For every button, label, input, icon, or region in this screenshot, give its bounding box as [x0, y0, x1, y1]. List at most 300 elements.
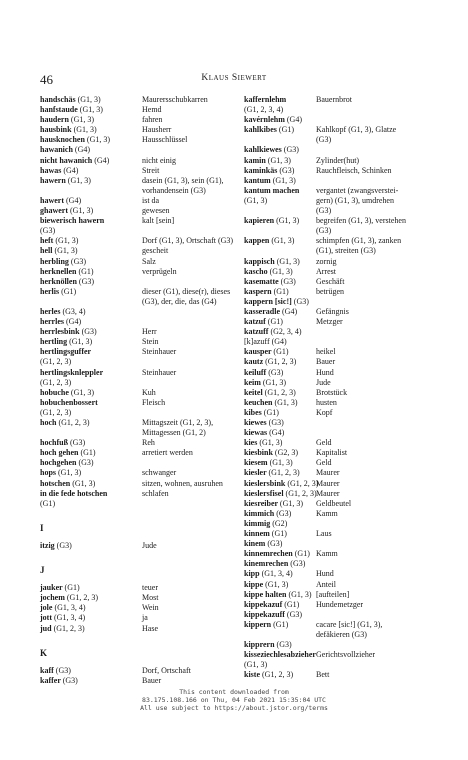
- meaning: Gerichtsvollzieher: [316, 650, 376, 660]
- glossary-entry: [244, 559, 434, 569]
- glossary-entry: [244, 156, 434, 166]
- headword: kiewes (G3): [244, 418, 284, 427]
- glossary-entry: [244, 428, 434, 438]
- running-head: Klaus Siewert: [201, 73, 267, 83]
- headword: herlis (G1): [40, 286, 77, 296]
- headword: katzuf (G1): [244, 317, 283, 327]
- glossary-entry: [244, 226, 434, 236]
- headword: kamin (G1, 3): [244, 155, 291, 165]
- headword: hoch gehen (G1): [40, 448, 96, 458]
- glossary-entry: [244, 166, 434, 176]
- entry-list-h: [40, 95, 240, 509]
- headword: (G1, 2, 3): [40, 377, 72, 387]
- meaning: [142, 378, 240, 388]
- headword: kippe halten (G1, 3): [244, 589, 312, 599]
- glossary-entry: [40, 603, 240, 613]
- headword: kippern (G1): [244, 619, 289, 629]
- headword: jud (G1, 2, 3): [40, 623, 85, 633]
- headword: kantum (G1, 3): [244, 175, 296, 185]
- meaning: Fleisch: [142, 397, 166, 407]
- headword: jole (G1, 3, 4): [40, 603, 86, 613]
- headword: jott (G1, 3, 4): [40, 613, 86, 623]
- meaning: [142, 277, 240, 287]
- meaning: (G1), streiten (G3): [316, 246, 376, 256]
- meaning: Maurer: [316, 488, 340, 498]
- meaning: Kapitalist: [316, 448, 348, 458]
- glossary-entry: [244, 105, 434, 115]
- meaning: Bett: [316, 670, 330, 680]
- meaning: schlafen: [142, 488, 169, 498]
- meaning: [316, 559, 434, 569]
- headword: hertlingsknleppler: [40, 367, 104, 377]
- right-column: [244, 95, 434, 680]
- glossary-entry: [244, 287, 434, 297]
- meaning: [142, 499, 240, 509]
- meaning: nicht einig: [142, 155, 176, 165]
- meaning: Mittagszeit (G1, 2, 3),: [142, 418, 214, 427]
- headword: hochgehen (G3): [40, 458, 94, 468]
- headword: herrlesbink (G3): [40, 327, 97, 337]
- entry-list-k: [40, 666, 240, 686]
- meaning: Jude: [142, 540, 157, 550]
- glossary-entry: [40, 267, 240, 277]
- headword: kinnemrechen (G1): [244, 549, 310, 559]
- headword: [244, 226, 316, 236]
- headword: kaminkäs (G3): [244, 165, 295, 175]
- headword: [40, 428, 142, 438]
- headword: (G1): [40, 498, 56, 508]
- headword: kinemrechen (G3): [244, 559, 306, 569]
- headword: hertling (G1, 3): [40, 337, 93, 347]
- headword: keim (G1, 3): [244, 377, 286, 387]
- headword: hausbink (G1, 3): [40, 125, 97, 135]
- glossary-entry: [40, 166, 240, 176]
- meaning: [316, 640, 434, 650]
- footer-line: 83.175.108.166 on Thu, 04 Feb 2021 15:35:04 UTC: [142, 696, 326, 704]
- headword: jochem (G1, 2, 3): [40, 593, 98, 603]
- glossary-entry: [244, 458, 434, 468]
- meaning: gescheit: [142, 246, 169, 256]
- glossary-entry: [244, 499, 434, 509]
- glossary-entry: [244, 660, 434, 670]
- meaning: [142, 145, 240, 155]
- headword: kieslersfisel (G1, 2, 3): [244, 488, 317, 498]
- headword: [40, 297, 142, 307]
- headword: kappen (G1, 3): [244, 236, 295, 246]
- headword: keitel (G1, 2, 3): [244, 387, 296, 397]
- meaning: [316, 105, 434, 115]
- glossary-entry: [40, 327, 240, 337]
- meaning: cacare [sic!] (G1, 3),: [316, 619, 383, 629]
- meaning: [316, 539, 434, 549]
- glossary-entry: [40, 196, 240, 206]
- glossary-entry: [244, 176, 434, 186]
- headword: handschäs (G1, 3): [40, 95, 101, 104]
- headword: kaspern (G1): [244, 286, 289, 296]
- glossary-entry: [244, 115, 434, 125]
- meaning: Geld: [316, 458, 332, 468]
- headword: hotschen (G1, 3): [40, 478, 96, 488]
- meaning: Wein: [142, 603, 159, 613]
- meaning: Brotstück: [316, 387, 348, 397]
- meaning: Maurersschubkarren: [142, 95, 208, 104]
- glossary-entry: [244, 640, 434, 650]
- glossary-entry: [40, 479, 240, 489]
- glossary-entry: [244, 529, 434, 539]
- meaning: Kopf: [316, 407, 333, 417]
- glossary-entry: [40, 418, 240, 428]
- glossary-entry: [40, 105, 240, 115]
- meaning: defäkieren (G3): [316, 629, 367, 639]
- meaning: sitzen, wohnen, ausruhen: [142, 478, 223, 488]
- glossary-entry: [244, 216, 434, 226]
- meaning: Arrest: [316, 266, 336, 276]
- headword: hawanich (G4): [40, 145, 91, 155]
- headword: (G1, 3): [244, 195, 268, 205]
- glossary-entry: [40, 448, 240, 458]
- glossary-entry: [244, 549, 434, 559]
- glossary-entry: [40, 666, 240, 676]
- meaning: Herr: [142, 327, 157, 337]
- meaning: [142, 317, 240, 327]
- headword: kimmig (G2): [244, 518, 288, 528]
- glossary-entry: [40, 135, 240, 145]
- headword: itzig (G3): [40, 540, 72, 550]
- headword: herknöllen (G3): [40, 276, 95, 286]
- glossary-entry: [40, 216, 240, 226]
- meaning: Mittagessen (G1, 2): [142, 428, 206, 438]
- glossary-entry: [244, 408, 434, 418]
- headword: kibes (G1): [244, 407, 279, 417]
- glossary-entry: [244, 307, 434, 317]
- headword: kiesler (G1, 2, 3): [244, 468, 300, 478]
- glossary-entry: [40, 125, 240, 135]
- headword: kahlkibes (G1): [244, 125, 295, 135]
- headword: keiluff (G3): [244, 367, 284, 377]
- meaning: Dorf, Ortschaft: [142, 665, 191, 675]
- meaning: zornig: [316, 256, 337, 266]
- meaning: Rauchfleisch, Schinken: [316, 165, 392, 175]
- meaning: dasein (G1, 3), sein (G1),: [142, 175, 224, 185]
- headword: kiewas (G4): [244, 428, 285, 438]
- meaning: Hund: [316, 367, 334, 377]
- glossary-entry: [244, 569, 434, 579]
- meaning: dieser (G1), diese(r), dieses: [142, 286, 231, 296]
- glossary-entry: [40, 357, 240, 367]
- footer-line: This content downloaded from: [179, 688, 289, 696]
- glossary-entry: [244, 630, 434, 640]
- headword: hertlingsguffer: [40, 347, 92, 357]
- glossary-entry: [244, 236, 434, 246]
- headword: [40, 186, 142, 196]
- footer-line: All use subject to https://about.jstor.org/terms: [140, 704, 328, 712]
- meaning: ist da: [142, 195, 160, 205]
- meaning: Kamm: [316, 508, 338, 518]
- meaning: ja: [142, 613, 148, 623]
- glossary-entry: [40, 468, 240, 478]
- glossary-entry: [40, 307, 240, 317]
- headword: hoch (G1, 2, 3): [40, 418, 90, 427]
- meaning: begreifen (G1, 3), verstehen: [316, 216, 406, 226]
- meaning: Kamm: [316, 549, 338, 559]
- glossary-entry: [244, 368, 434, 378]
- glossary-entry: [40, 347, 240, 357]
- headword: kantum machen: [244, 185, 300, 195]
- meaning: arretiert werden: [142, 448, 193, 458]
- glossary-entry: [40, 206, 240, 216]
- glossary-entry: [244, 246, 434, 256]
- meaning: Maurer: [316, 478, 340, 488]
- headword: biewerisch hawern: [40, 216, 105, 226]
- glossary-entry: [244, 600, 434, 610]
- glossary-entry: [40, 408, 240, 418]
- meaning: Kahlkopf (G1, 3), Glatze: [316, 125, 397, 135]
- glossary-entry: [40, 176, 240, 186]
- headword: kinnem (G1): [244, 529, 287, 539]
- headword: [k]azuff (G4): [244, 337, 287, 347]
- section-letter-k: K: [40, 647, 48, 658]
- glossary-entry: [40, 246, 240, 256]
- glossary-entry: [244, 257, 434, 267]
- headword: kies (G1, 3): [244, 438, 283, 448]
- glossary-entry: [244, 539, 434, 549]
- meaning: kalt [sein]: [142, 216, 175, 226]
- glossary-entry: [40, 388, 240, 398]
- glossary-entry: [40, 186, 240, 196]
- glossary-entry: [244, 620, 434, 630]
- meaning: [316, 428, 434, 438]
- meaning: Hausschlüssel: [142, 135, 188, 145]
- glossary-entry: [40, 676, 240, 686]
- glossary-entry: [40, 368, 240, 378]
- headword: kippekazuf (G1): [244, 599, 300, 609]
- headword: kippekazuff (G3): [244, 609, 303, 619]
- meaning: [aufteilen]: [316, 589, 350, 599]
- meaning: Hund: [316, 569, 334, 579]
- glossary-entry: [40, 489, 240, 499]
- glossary-entry: [40, 613, 240, 623]
- glossary-entry: [40, 398, 240, 408]
- glossary-entry: [40, 337, 240, 347]
- glossary-entry: [244, 509, 434, 519]
- entry-list-i: [40, 541, 240, 551]
- meaning: Most: [142, 593, 159, 603]
- meaning: Hundemetzger: [316, 599, 364, 609]
- headword: hochfuß (G3): [40, 438, 86, 448]
- headword: (G1, 3): [244, 660, 268, 670]
- glossary-entry: [40, 583, 240, 593]
- glossary-entry: [40, 277, 240, 287]
- meaning: (G3), der, die, das (G4): [142, 296, 217, 306]
- meaning: [142, 307, 240, 317]
- meaning: Gefängnis: [316, 306, 349, 316]
- meaning: Hase: [142, 623, 158, 633]
- section-letter-j: J: [40, 565, 45, 576]
- headword: herknellen (G1): [40, 266, 94, 276]
- headword: kappisch (G1, 3): [244, 256, 300, 266]
- glossary-entry: [40, 115, 240, 125]
- headword: hell (G1, 3): [40, 246, 78, 256]
- headword: keuchen (G1, 3): [244, 397, 298, 407]
- meaning: Bauer: [316, 357, 336, 367]
- meaning: Hemd: [142, 105, 162, 115]
- headword: hawert (G4): [40, 195, 82, 205]
- glossary-entry: [40, 593, 240, 603]
- meaning: Laus: [316, 529, 332, 539]
- meaning: [142, 226, 240, 236]
- headword: kaffer (G3): [40, 675, 78, 685]
- meaning: Dorf (G1, 3), Ortschaft (G3): [142, 236, 234, 246]
- page-number: 46: [40, 72, 53, 87]
- headword: herbling (G3): [40, 256, 87, 266]
- headword: kaff (G3): [40, 665, 71, 675]
- headword: kimmich (G3): [244, 508, 292, 518]
- meaning: Bauernbrot: [316, 95, 352, 104]
- headword: kiesem (G1, 3): [244, 458, 293, 468]
- page-header: [40, 72, 428, 86]
- meaning: Anteil: [316, 579, 336, 589]
- meaning: Steinhauer: [142, 367, 177, 377]
- glossary-entry: [40, 458, 240, 468]
- headword: hanfstaude (G1, 3): [40, 105, 103, 115]
- meaning: heikel: [316, 347, 336, 357]
- headword: kascho (G1, 3): [244, 266, 293, 276]
- meaning: [142, 408, 240, 418]
- meaning: vorhandensein (G3): [142, 185, 206, 195]
- meaning: [316, 176, 434, 186]
- headword: hobuchenbossert: [40, 397, 98, 407]
- meaning: [316, 145, 434, 155]
- glossary-entry: [244, 297, 434, 307]
- meaning: [142, 357, 240, 367]
- glossary-entry: [40, 317, 240, 327]
- glossary-entry: [244, 125, 434, 135]
- meaning: [142, 458, 240, 468]
- glossary-entry: [244, 580, 434, 590]
- headword: kavérnlehm (G4): [244, 115, 302, 125]
- headword: kipp (G1, 3, 4): [244, 569, 293, 579]
- glossary-entry: [244, 479, 434, 489]
- headword: kapieren (G1, 3): [244, 216, 300, 226]
- headword: [244, 206, 316, 216]
- glossary-entry: [244, 337, 434, 347]
- headword: (G1, 2, 3): [40, 357, 72, 367]
- meaning: Zylinder(hut): [316, 155, 360, 165]
- glossary-entry: [244, 196, 434, 206]
- headword: kiste (G1, 2, 3): [244, 670, 294, 680]
- meaning: Salz: [142, 256, 156, 266]
- glossary-entry: [244, 206, 434, 216]
- meaning: vergantet (zwangsverstei-: [316, 185, 399, 195]
- headword: kautz (G1, 2, 3): [244, 357, 297, 367]
- headword: kipprern (G3): [244, 640, 292, 650]
- glossary-entry: [40, 236, 240, 246]
- glossary-entry: [244, 650, 434, 660]
- meaning: [316, 610, 434, 620]
- glossary-entry: [40, 287, 240, 297]
- meaning: Geld: [316, 438, 332, 448]
- headword: haudern (G1, 3): [40, 115, 95, 125]
- headword: jauker (G1): [40, 583, 80, 593]
- headword: heft (G1, 3): [40, 236, 79, 246]
- meaning: Geschäft: [316, 276, 345, 286]
- headword: kiesbink (G2, 3): [244, 448, 299, 458]
- headword: kausper (G1): [244, 347, 289, 357]
- headword: hops (G1, 3): [40, 468, 82, 478]
- meaning: Jude: [316, 377, 331, 387]
- glossary-entry: [40, 428, 240, 438]
- meaning: Streit: [142, 165, 160, 175]
- entry-list-j: [40, 583, 240, 633]
- glossary-entry: [40, 438, 240, 448]
- meaning: Hausherr: [142, 125, 172, 135]
- glossary-entry: [40, 378, 240, 388]
- headword: kippe (G1, 3): [244, 579, 289, 589]
- glossary-entry: [244, 357, 434, 367]
- meaning: fahren: [142, 115, 163, 125]
- headword: (G1, 2, 3, 4): [244, 105, 284, 115]
- headword: [244, 135, 316, 145]
- headword: in die fede hotschen: [40, 488, 108, 498]
- glossary-entry: [244, 519, 434, 529]
- meaning: Maurer: [316, 468, 340, 478]
- meaning: verprügeln: [142, 266, 177, 276]
- meaning: Steinhauer: [142, 347, 177, 357]
- headword: hobuche (G1, 3): [40, 387, 95, 397]
- meaning: gewesen: [142, 206, 170, 216]
- glossary-entry: [40, 257, 240, 267]
- headword: herles (G3, 4): [40, 306, 86, 316]
- headword: hawas (G4): [40, 165, 79, 175]
- meaning: husten: [316, 397, 337, 407]
- meaning: schwanger: [142, 468, 177, 478]
- glossary-entry: [40, 624, 240, 634]
- headword: (G1, 2, 3): [40, 407, 72, 417]
- headword: herrles (G4): [40, 317, 82, 327]
- entry-list-k-continued: [244, 95, 434, 680]
- meaning: (G3): [316, 135, 332, 145]
- glossary-entry: [244, 489, 434, 499]
- meaning: [316, 337, 434, 347]
- headword: ghawert (G1, 3): [40, 206, 94, 216]
- headword: kasematte (G3): [244, 276, 296, 286]
- meaning: Reh: [142, 438, 155, 448]
- meaning: schimpfen (G1, 3), zanken: [316, 236, 402, 246]
- meaning: [316, 297, 434, 307]
- meaning: teuer: [142, 583, 158, 593]
- glossary-entry: [244, 398, 434, 408]
- meaning: Bauer: [142, 675, 162, 685]
- meaning: [316, 115, 434, 125]
- glossary-entry: [40, 145, 240, 155]
- glossary-entry: [244, 418, 434, 428]
- meaning: Geldbeutel: [316, 498, 352, 508]
- glossary-entry: [244, 468, 434, 478]
- glossary-entry: [244, 448, 434, 458]
- headword: kasseradle (G4): [244, 306, 298, 316]
- section-letter-i: I: [40, 522, 44, 533]
- glossary-entry: [244, 267, 434, 277]
- glossary-entry: [244, 388, 434, 398]
- meaning: betrügen: [316, 286, 344, 296]
- glossary-entry: [244, 438, 434, 448]
- meaning: gern) (G1, 3), umdrehen: [316, 195, 394, 205]
- glossary-entry: [244, 670, 434, 680]
- headword: [244, 246, 316, 256]
- meaning: [316, 327, 434, 337]
- headword: kahlkiewes (G3): [244, 145, 299, 155]
- headword: (G3): [40, 226, 56, 236]
